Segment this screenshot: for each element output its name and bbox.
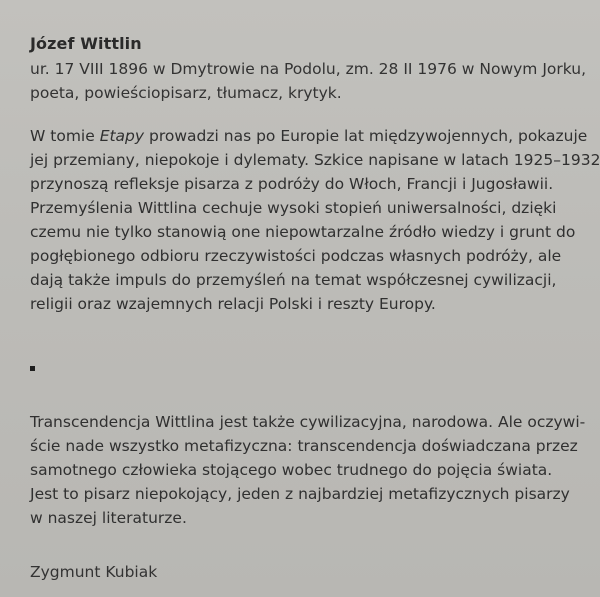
section-divider-bullet: [30, 366, 35, 371]
author-name-heading: Józef Wittlin: [30, 34, 142, 53]
paragraph-line: Jest to pisarz niepokojący, jeden z najbardziej metafizycznych pisarzy: [30, 485, 570, 503]
paragraph-line: czemu nie tylko stanowią one niepowtarzalne źródło wiedzy i grunt do: [30, 223, 576, 241]
paragraph-line: w naszej literaturze.: [30, 509, 187, 527]
paragraph-line: dają także impuls do przemyśleń na temat współczesnej cywilizacji,: [30, 271, 557, 289]
paragraph-line: samotnego człowieka stojącego wobec trudnego do pojęcia świata.: [30, 461, 553, 479]
paragraph-line: jej przemiany, niepokoje i dylematy. Szkice napisane w latach 1925–1932: [30, 151, 600, 169]
paragraph-line: pogłębionego odbioru rzeczywistości podczas własnych podróży, ale: [30, 247, 562, 265]
quote-author: Zygmunt Kubiak: [30, 563, 158, 581]
paragraph-line: [30, 124, 588, 148]
paragraph-line: Przemyślenia Wittlina cechuje wysoki stopień uniwersalności, dzięki: [30, 199, 557, 217]
bio-roles-line: poeta, powieściopisarz, tłumacz, krytyk.: [30, 84, 342, 102]
text-segment: W tomie: [30, 127, 100, 145]
paragraph-line: religii oraz wzajemnych relacji Polski i reszty Europy.: [30, 295, 436, 313]
paragraph-line: Transcendencja Wittlina jest także cywilizacyjna, narodowa. Ale oczywi-: [30, 413, 586, 431]
paragraph-quote: [30, 410, 586, 530]
paragraph-line: przynoszą refleksje pisarza z podróży do Włoch, Francji i Jugosławii.: [30, 175, 554, 193]
text-segment: prowadzi nas po Europie lat międzywojennych, pokazuje: [144, 127, 588, 145]
paragraph-line: ście nade wszystko metafizyczna: transcendencja doświadczana przez: [30, 437, 578, 455]
book-title: Etapy: [99, 127, 145, 145]
paragraph-etapy: [30, 124, 600, 316]
bio-dates-line: ur. 17 VIII 1896 w Dmytrowie na Podolu, zm. 28 II 1976 w Nowym Jorku,: [30, 60, 586, 78]
